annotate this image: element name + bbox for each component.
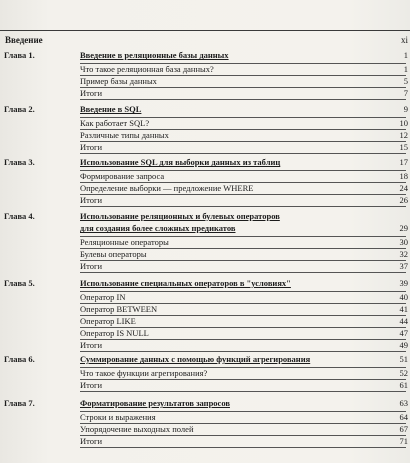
section-page-number: 49 <box>399 339 408 350</box>
row-rule <box>80 141 406 142</box>
section-title[interactable]: Что такое функции агрегирования? <box>80 367 208 378</box>
row-rule <box>80 153 406 154</box>
chapter-page-number: 1 <box>403 50 408 60</box>
section-title[interactable]: Булевы операторы <box>80 248 147 259</box>
section-page-number: 7 <box>403 87 408 98</box>
chapter-title[interactable]: Введение в реляционные базы данных <box>80 50 229 60</box>
section-page-number: 18 <box>399 170 408 181</box>
chapter-label: Глава 6. <box>4 354 35 364</box>
section-title[interactable]: Упорядочение выходных полей <box>80 423 194 434</box>
section-page-number: 52 <box>399 367 408 378</box>
section-title[interactable]: Реляционные операторы <box>80 236 169 247</box>
section-title[interactable]: Оператор LIKE <box>80 315 136 326</box>
section-title[interactable]: Итоги <box>80 435 103 446</box>
chapter-page-number: 17 <box>399 157 408 167</box>
chapter-label: Глава 5. <box>4 278 35 288</box>
row-rule <box>80 87 406 88</box>
section-page-number: 5 <box>403 75 408 86</box>
chapter-page-number: 39 <box>399 278 408 288</box>
chapter-title[interactable]: для создания более сложных предикатов <box>80 223 236 233</box>
section-page-number: 41 <box>399 303 408 314</box>
section-page-number: 61 <box>399 379 408 390</box>
section-title[interactable]: Определение выборки — предложение WHERE <box>80 182 254 193</box>
row-rule <box>80 272 406 273</box>
section-title[interactable]: Оператор BETWEEN <box>80 303 158 314</box>
section-page-number: 37 <box>399 260 408 271</box>
row-rule <box>80 260 406 261</box>
intro-label: Введение <box>5 35 43 45</box>
chapter-page-number: 63 <box>399 398 408 408</box>
chapter-label: Глава 1. <box>4 50 35 60</box>
chapter-title[interactable]: Использование специальных операторов в "условиях" <box>80 278 291 288</box>
section-page-number: 10 <box>399 117 408 128</box>
section-title[interactable]: Итоги <box>80 339 103 350</box>
section-page-number: 30 <box>399 236 408 247</box>
chapter-page-number: 51 <box>399 354 408 364</box>
chapter-title[interactable]: Использование реляционных и булевых операторов <box>80 211 280 221</box>
section-page-number: 26 <box>399 194 408 205</box>
section-page-number: 44 <box>399 315 408 326</box>
intro-page-number: xi <box>400 35 408 45</box>
section-page-number: 32 <box>399 248 408 259</box>
chapter-title[interactable]: Форматирование результатов запросов <box>80 398 230 408</box>
section-title[interactable]: Что такое реляционная база данных? <box>80 63 214 74</box>
row-rule <box>80 379 406 380</box>
chapter-label: Глава 3. <box>4 157 35 167</box>
section-title[interactable]: Формирование запроса <box>80 170 165 181</box>
section-title[interactable]: Итоги <box>80 194 103 205</box>
chapter-label: Глава 4. <box>4 211 35 221</box>
top-rule <box>0 30 410 31</box>
section-title[interactable]: Итоги <box>80 87 103 98</box>
row-rule <box>80 194 406 195</box>
row-rule <box>80 206 406 207</box>
chapter-page-number: 9 <box>403 104 408 114</box>
section-title[interactable]: Как работает SQL? <box>80 117 150 128</box>
section-title[interactable]: Различные типы данных <box>80 129 169 140</box>
section-page-number: 15 <box>399 141 408 152</box>
chapter-page-number: 29 <box>399 223 408 233</box>
chapter-title[interactable]: Использование SQL для выборки данных из таблиц <box>80 157 281 167</box>
row-rule <box>80 447 406 448</box>
section-page-number: 47 <box>399 327 408 338</box>
section-title[interactable]: Оператор IS NULL <box>80 327 149 338</box>
section-page-number: 71 <box>399 435 408 446</box>
row-rule <box>80 339 406 340</box>
section-page-number: 64 <box>399 411 408 422</box>
row-rule <box>80 435 406 436</box>
section-page-number: 12 <box>399 129 408 140</box>
section-title[interactable]: Итоги <box>80 141 103 152</box>
section-title[interactable]: Итоги <box>80 379 103 390</box>
toc-intro-row <box>5 35 408 49</box>
section-page-number: 40 <box>399 291 408 302</box>
section-page-number: 67 <box>399 423 408 434</box>
row-rule <box>80 351 406 352</box>
chapter-title[interactable]: Суммирование данных с помощью функций агрегирования <box>80 354 311 364</box>
chapter-title[interactable]: Введение в SQL <box>80 104 142 114</box>
row-rule <box>80 291 406 292</box>
chapter-label: Глава 2. <box>4 104 35 114</box>
section-page-number: 1 <box>403 63 408 74</box>
row-rule <box>80 391 406 392</box>
section-title[interactable]: Строки и выражения <box>80 411 156 422</box>
chapter-label: Глава 7. <box>4 398 35 408</box>
row-rule <box>80 99 406 100</box>
section-title[interactable]: Оператор IN <box>80 291 126 302</box>
section-title[interactable]: Итоги <box>80 260 103 271</box>
section-page-number: 24 <box>399 182 408 193</box>
section-title[interactable]: Пример базы данных <box>80 75 157 86</box>
